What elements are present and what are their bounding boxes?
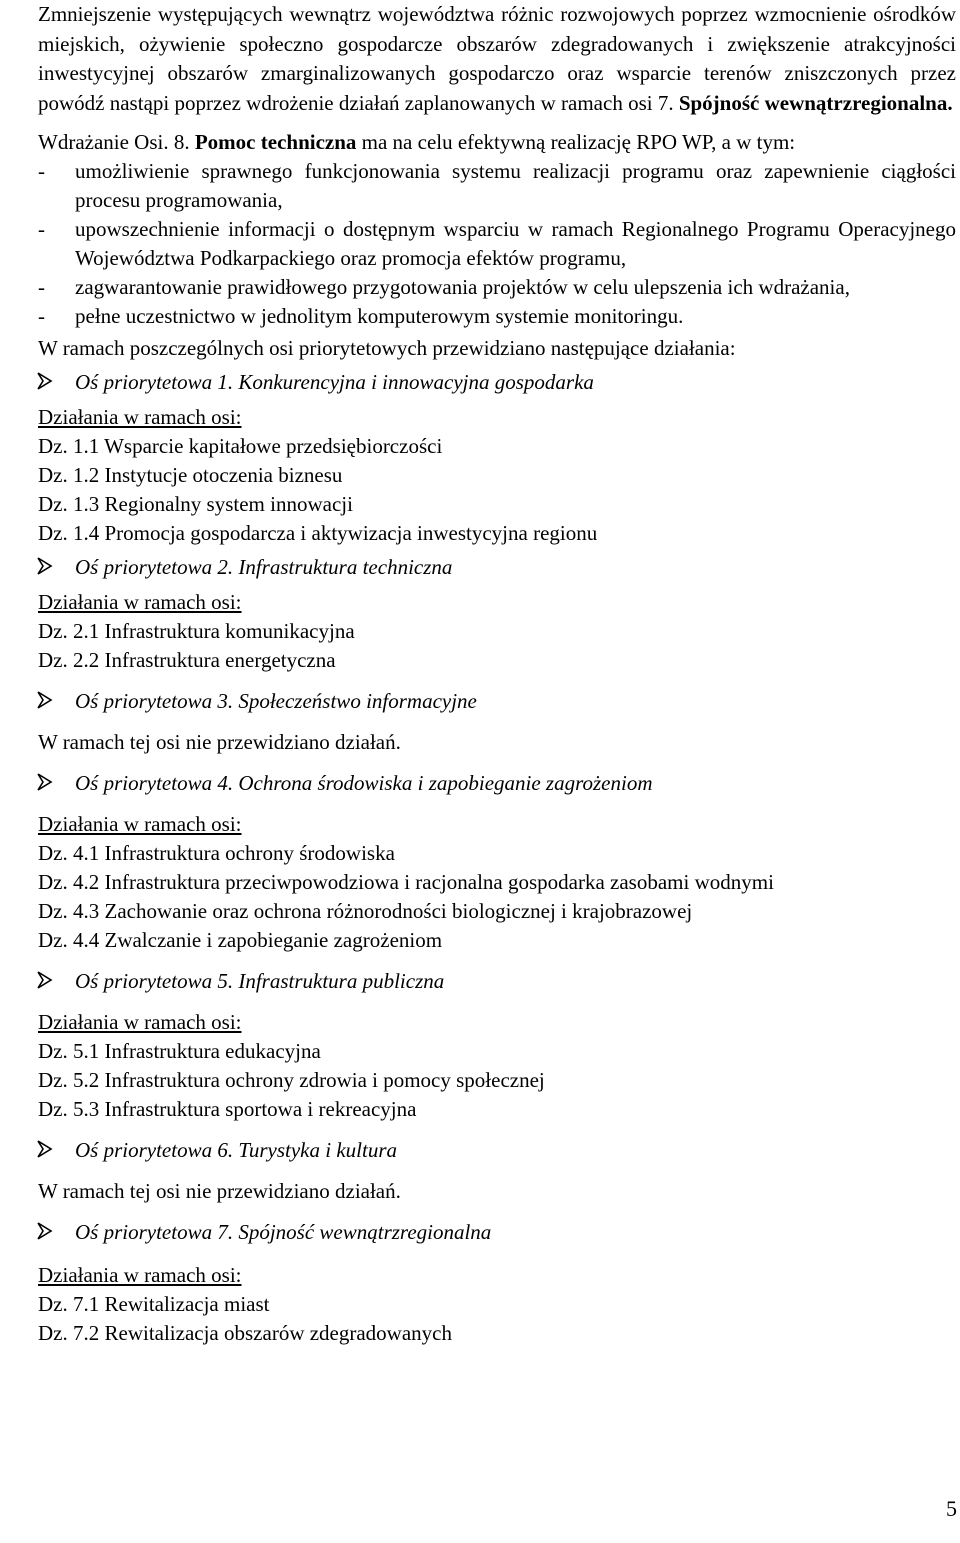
axis-actions: [38, 403, 956, 548]
implementation-suffix: ma na celu efektywną realizację RPO WP, a w tym:: [356, 130, 796, 154]
implementation-item: - zagwarantowanie prawidłowego przygotowania projektów w celu ulepszenia ich wdrażania,: [38, 275, 850, 299]
arrowhead-bullet-icon: [37, 1139, 53, 1159]
no-actions-text: W ramach tej osi nie przewidziano działań.: [38, 1179, 401, 1203]
arrowhead-bullet-icon: [37, 970, 53, 990]
action-item: Dz. 4.2 Infrastruktura przeciwpowodziowa i racjonalna gospodarka zasobami wodnymi: [38, 870, 774, 894]
axis-actions: [38, 588, 956, 675]
no-actions-text: W ramach tej osi nie przewidziano działań.: [38, 730, 401, 754]
arrowhead-bullet-icon: [37, 1221, 53, 1241]
implementation-item: - upowszechnienie informacji o dostępnym wsparciu w ramach Regionalnego Programu Operacyjnego Województwa Podkarpackiego oraz promocja efektów programu,: [38, 217, 956, 270]
action-item: Dz. 5.1 Infrastruktura edukacyjna: [38, 1039, 321, 1063]
action-item: Dz. 1.4 Promocja gospodarcza i aktywizacja inwestycyjna regionu: [38, 521, 598, 545]
implementation-item: - pełne uczestnictwo w jednolitym komputerowym systemie monitoringu.: [38, 304, 684, 328]
actions-label: Działania w ramach osi:: [38, 1010, 242, 1034]
axis-heading: Oś priorytetowa 4. Ochrona środowiska i zapobieganie zagrożeniom: [38, 769, 956, 798]
actions-label: Działania w ramach osi:: [38, 1263, 242, 1287]
axis-heading: Oś priorytetowa 3. Społeczeństwo informacyjne: [38, 687, 956, 716]
axis-actions: [38, 810, 956, 955]
action-item: Dz. 4.4 Zwalczanie i zapobieganie zagrożeniom: [38, 928, 443, 952]
action-item: Dz. 1.2 Instytucje otoczenia biznesu: [38, 463, 343, 487]
actions-label: Działania w ramach osi:: [38, 590, 242, 614]
axis-heading: Oś priorytetowa 7. Spójność wewnątrzregionalna: [38, 1218, 956, 1247]
actions-label: Działania w ramach osi:: [38, 812, 242, 836]
implementation-bold: Pomoc techniczna: [194, 130, 357, 154]
implementation-list: [38, 157, 956, 331]
action-item: Dz. 4.1 Infrastruktura ochrony środowiska: [38, 841, 395, 865]
intro-text: Zmniejszenie występujących wewnątrz województwa różnic rozwojowych poprzez wzmocnienie ośrodków miejskich, ożywienie społeczno gospodarcze obszarów zdegradowanych i zwiększenie atrakcyjności inwestycyjnej obszarów zmarginalizowanych gospodarczo oraz wsparcie terenów zniszczonych przez powódź nastąpi poprzez wdrożenie działań zaplanowanych w ramach osi 7.: [38, 2, 956, 115]
implementation-prefix: Wdrażanie Osi. 8.: [38, 130, 195, 154]
lead-text: W ramach poszczególnych osi priorytetowych przewidziano następujące działania:: [38, 336, 736, 360]
action-item: Dz. 1.3 Regionalny system innowacji: [38, 492, 353, 516]
axis-heading: Oś priorytetowa 5. Infrastruktura publiczna: [38, 967, 956, 996]
arrowhead-bullet-icon: [37, 371, 53, 391]
implementation-item: - umożliwienie sprawnego funkcjonowania systemu realizacji programu oraz zapewnienie ciągłości procesu programowania,: [38, 159, 956, 212]
implementation-paragraph: [38, 128, 956, 157]
page-number: 5: [946, 1496, 957, 1521]
arrowhead-bullet-icon: [37, 690, 53, 710]
axis-heading: Oś priorytetowa 2. Infrastruktura techniczna: [38, 553, 956, 582]
axis-actions: [38, 1261, 956, 1348]
intro-bold: Spójność wewnątrzregionalna.: [678, 90, 953, 115]
arrowhead-bullet-icon: [37, 772, 53, 792]
arrowhead-bullet-icon: [37, 556, 53, 576]
document-page: [38, 0, 956, 1348]
action-item: Dz. 2.1 Infrastruktura komunikacyjna: [38, 619, 355, 643]
intro-paragraph: [38, 0, 956, 118]
action-item: Dz. 5.3 Infrastruktura sportowa i rekreacyjna: [38, 1097, 417, 1121]
axis-heading: Oś priorytetowa 6. Turystyka i kultura: [38, 1136, 956, 1165]
actions-label: Działania w ramach osi:: [38, 405, 242, 429]
action-item: Dz. 1.1 Wsparcie kapitałowe przedsiębiorczości: [38, 434, 443, 458]
action-item: Dz. 7.1 Rewitalizacja miast: [38, 1292, 270, 1316]
axis-heading: Oś priorytetowa 1. Konkurencyjna i innowacyjna gospodarka: [38, 368, 956, 397]
action-item: Dz. 7.2 Rewitalizacja obszarów zdegradowanych: [38, 1321, 452, 1345]
axis-actions: [38, 1008, 956, 1124]
action-item: Dz. 2.2 Infrastruktura energetyczna: [38, 648, 336, 672]
action-item: Dz. 5.2 Infrastruktura ochrony zdrowia i pomocy społecznej: [38, 1068, 545, 1092]
action-item: Dz. 4.3 Zachowanie oraz ochrona różnorodności biologicznej i krajobrazowej: [38, 899, 693, 923]
